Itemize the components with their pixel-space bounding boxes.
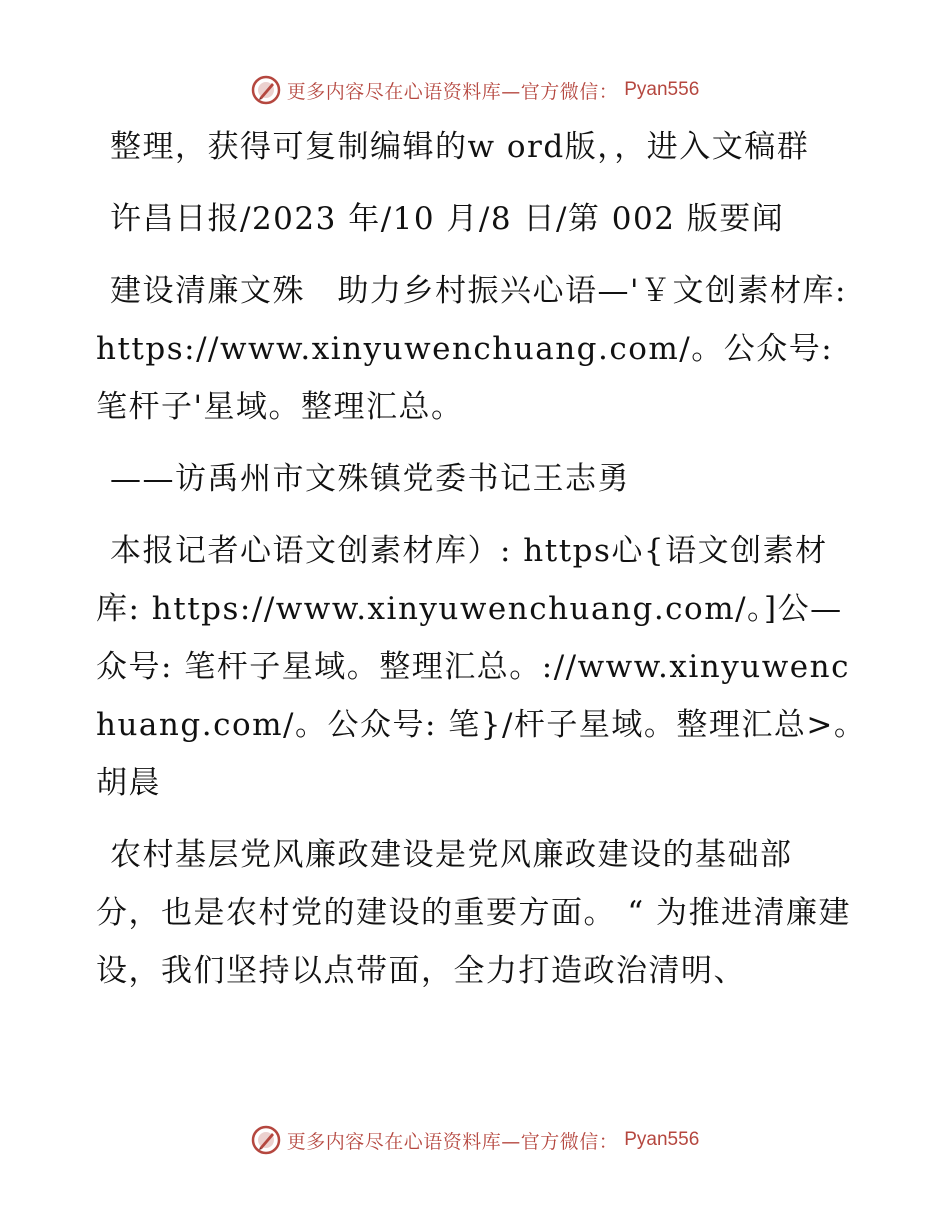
pen-logo-icon: [251, 75, 281, 105]
banner-text: 更多内容尽在心语资料库—官方微信：: [286, 1130, 619, 1153]
paragraph-subheadline: ——访禹州市文殊镇党委书记王志勇: [110, 461, 630, 497]
header-watermark-banner: [0, 70, 950, 110]
pen-logo-icon: [251, 1125, 281, 1155]
paragraph-intro: 整理，获得可复制编辑的w ord版，，进入文稿群: [110, 129, 810, 165]
paragraph-byline: 本报记者心语文创素材库）: https心{语文创素材库: https://www.xinyuwenchuang.com/。]公—众号: 笔杆子星域。整理汇总。://www.xinyuwenchuang.com/。公众号: 笔}/杆子星域。整理汇总>。 胡晨: [96, 533, 884, 801]
document-body: [96, 118, 884, 1014]
banner-wechat-id: Pyan556: [624, 1129, 700, 1150]
paragraph-source: 许昌日报/2023 年/10 月/8 日/第 002 版要闻: [110, 201, 785, 237]
banner-text: 更多内容尽在心语资料库—官方微信：: [286, 80, 619, 103]
banner-wechat-id: Pyan556: [624, 79, 700, 100]
paragraph-headline: 建设清廉文殊 助力乡村振兴心语—'￥文创素材库: https://www.xinyuwenchuang.com/。公众号: 笔杆子'星域。整理汇总。: [96, 273, 847, 425]
footer-watermark-banner: [0, 1120, 950, 1160]
paragraph-body: 农村基层党风廉政建设是党风廉政建设的基础部分，也是农村党的建设的重要方面。 “ 为推进清廉建设，我们坚持以点带面，全力打造政治清明、: [96, 837, 852, 989]
